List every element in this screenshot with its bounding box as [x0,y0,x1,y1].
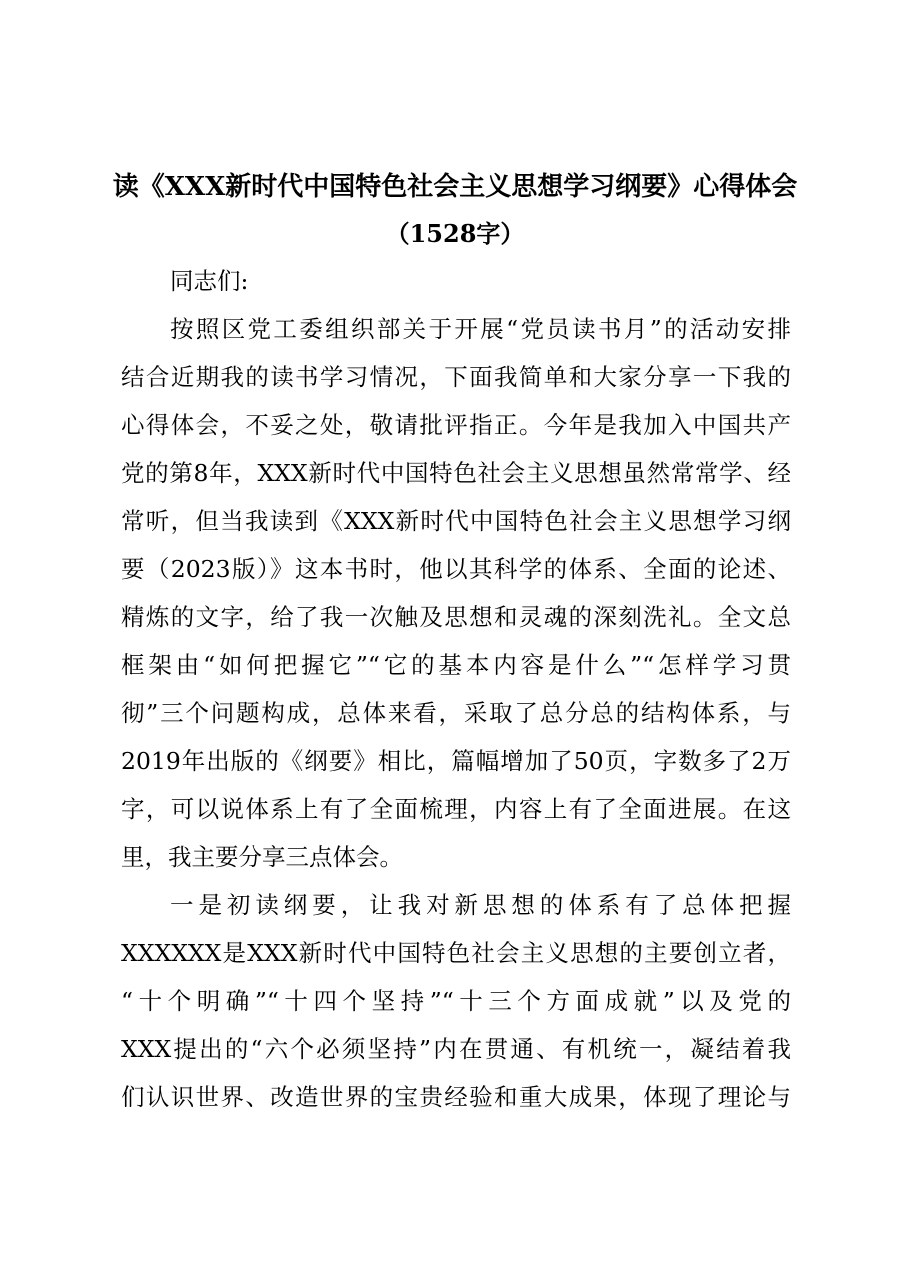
document-title: 读《XXX新时代中国特色社会主义思想学习纲要》心得体会 [112,172,798,202]
text-line: 彻”三个问题构成，总体来看，采取了总分总的结构体系，与 [121,699,791,727]
text-line: 心得体会，不妥之处，敬请批评指正。今年是我加入中国共产 [121,411,791,439]
text-line: 要（2023版）》这本书时，他以其科学的体系、全面的论述、 [121,555,791,583]
document-subtitle: （1528字） [385,219,525,248]
text-line: 2019年出版的《纲要》相比，篇幅增加了50页，字数多了2万 [121,747,791,775]
text-line: 党的第8年，XXX新时代中国特色社会主义思想虽然常常学、经 [121,459,791,487]
text-line: 们认识世界、改造世界的宝贵经验和重大成果，体现了理论与 [121,1083,791,1111]
text-line: 一是初读纲要，让我对新思想的体系有了总体把握 [170,891,791,919]
text-line: XXX提出的“六个必须坚持”内在贯通、有机统一，凝结着我 [121,1035,791,1063]
text-line: 按照区党工委组织部关于开展“党员读书月”的活动安排 [170,315,791,343]
text-line: XXXXXX是XXX新时代中国特色社会主义思想的主要创立者， [121,939,791,967]
text-line: 常听，但当我读到《XXX新时代中国特色社会主义思想学习纲 [121,507,791,535]
text-line: 字，可以说体系上有了全面梳理，内容上有了全面进展。在这 [121,795,791,823]
text-line: 框架由“如何把握它”“它的基本内容是什么”“怎样学习贯 [121,651,791,679]
text-line: 里，我主要分享三点体会。 [121,843,403,871]
text-line: 精炼的文字，给了我一次触及思想和灵魂的深刻洗礼。全文总 [121,603,791,631]
text-line: “十个明确”“十四个坚持”“十三个方面成就”以及党的 [121,987,791,1015]
text-line: 结合近期我的读书学习情况，下面我简单和大家分享一下我的 [121,363,791,391]
salutation: 同志们: [170,267,249,295]
